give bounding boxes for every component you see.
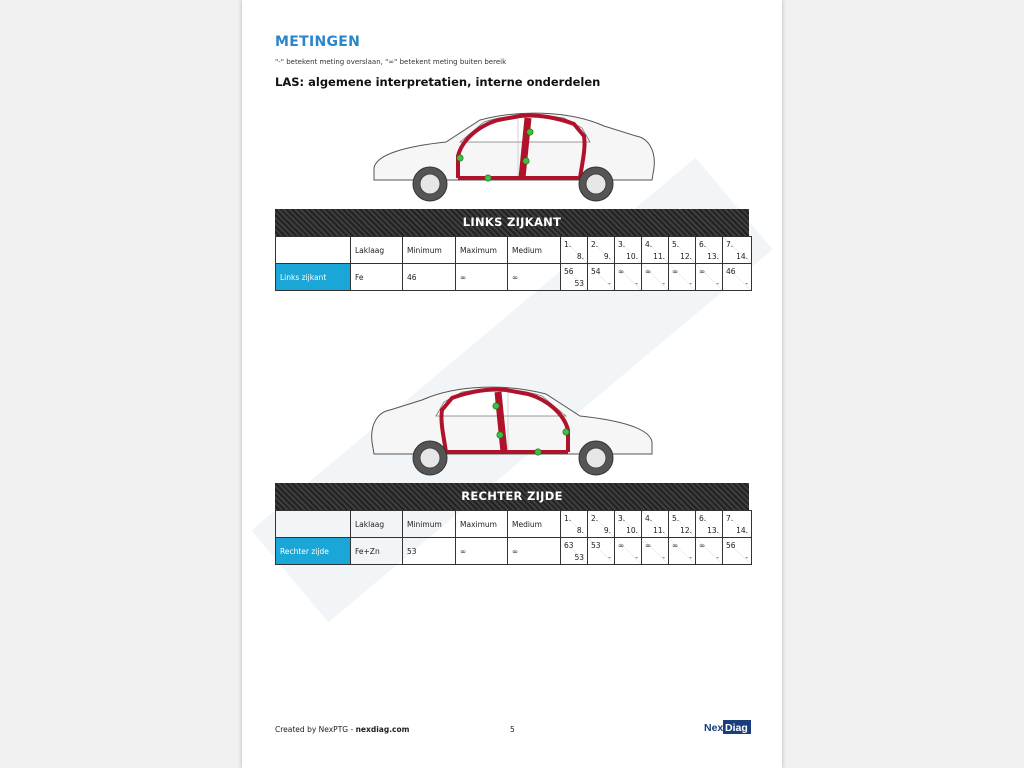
logo-text-right: Diag <box>725 722 748 734</box>
car-right-side-diagram <box>368 380 658 478</box>
footer-credit <box>275 725 409 734</box>
header-maximum: Maximum <box>456 511 508 538</box>
measurement-table-right-side <box>275 510 752 565</box>
header-minimum: Minimum <box>403 511 456 538</box>
point-value-7-14: 46 - <box>723 264 752 291</box>
header-point-5-12: 5. 12. <box>669 237 696 264</box>
header-minimum: Minimum <box>403 237 456 264</box>
minimum-value: 46 <box>403 264 456 291</box>
header-point-2-9: 2. 9. <box>588 511 615 538</box>
page-number: 5 <box>510 725 515 734</box>
laklaag-value: Fe <box>351 264 403 291</box>
row-label: Links zijkant <box>276 264 351 291</box>
point-value-3-10: ∞ - <box>615 538 642 565</box>
page-title: METINGEN <box>275 34 361 50</box>
header-empty-cell <box>276 511 351 538</box>
minimum-value: 53 <box>403 538 456 565</box>
row-label: Rechter zijde <box>276 538 351 565</box>
point-value-2-9: 53 - <box>588 538 615 565</box>
point-value-4-11: ∞ - <box>642 264 669 291</box>
section-header-left-side: LINKS ZIJKANT <box>275 209 749 236</box>
medium-value: ∞ <box>508 538 561 565</box>
footer-credit-text: Created by NexPTG - <box>275 725 356 734</box>
footer-site-link[interactable]: nexdiag.com <box>355 725 410 734</box>
table-row <box>276 264 752 291</box>
header-point-7-14: 7. 14. <box>723 237 752 264</box>
header-point-1-8: 1. 8. <box>561 237 588 264</box>
section-header-right-side: RECHTER ZIJDE <box>275 483 749 510</box>
header-medium: Medium <box>508 511 561 538</box>
header-point-4-11: 4. 11. <box>642 237 669 264</box>
table-row <box>276 538 752 565</box>
header-laklaag: Laklaag <box>351 237 403 264</box>
point-value-5-12: ∞ - <box>669 264 696 291</box>
point-value-7-14: 56 - <box>723 538 752 565</box>
table-header-row <box>276 511 752 538</box>
maximum-value: ∞ <box>456 538 508 565</box>
point-value-3-10: ∞ - <box>615 264 642 291</box>
header-point-3-10: 3. 10. <box>615 237 642 264</box>
point-value-4-11: ∞ - <box>642 538 669 565</box>
car-left-side-diagram <box>368 106 658 204</box>
header-point-5-12: 5. 12. <box>669 511 696 538</box>
nexdiag-logo <box>703 720 751 734</box>
section-subtitle: LAS: algemene interpretatien, interne onderdelen <box>275 75 601 89</box>
maximum-value: ∞ <box>456 264 508 291</box>
header-point-2-9: 2. 9. <box>588 237 615 264</box>
point-value-6-13: ∞ - <box>696 538 723 565</box>
medium-value: ∞ <box>508 264 561 291</box>
document-page <box>242 0 782 768</box>
header-point-4-11: 4. 11. <box>642 511 669 538</box>
measurement-legend-note: "-" betekent meting overslaan, "∞" betekent meting buiten bereik <box>275 58 507 66</box>
measurement-table-left-side <box>275 236 752 291</box>
point-value-2-9: 54 - <box>588 264 615 291</box>
point-value-1-8: 63 53 <box>561 538 588 565</box>
point-value-5-12: ∞ - <box>669 538 696 565</box>
header-point-6-13: 6. 13. <box>696 511 723 538</box>
header-medium: Medium <box>508 237 561 264</box>
header-point-1-8: 1. 8. <box>561 511 588 538</box>
point-value-1-8: 56 53 <box>561 264 588 291</box>
header-empty-cell <box>276 237 351 264</box>
header-laklaag: Laklaag <box>351 511 403 538</box>
point-value-6-13: ∞ - <box>696 264 723 291</box>
logo-text-left: Nex <box>704 722 724 734</box>
header-maximum: Maximum <box>456 237 508 264</box>
header-point-7-14: 7. 14. <box>723 511 752 538</box>
table-header-row <box>276 237 752 264</box>
laklaag-value: Fe+Zn <box>351 538 403 565</box>
header-point-6-13: 6. 13. <box>696 237 723 264</box>
header-point-3-10: 3. 10. <box>615 511 642 538</box>
